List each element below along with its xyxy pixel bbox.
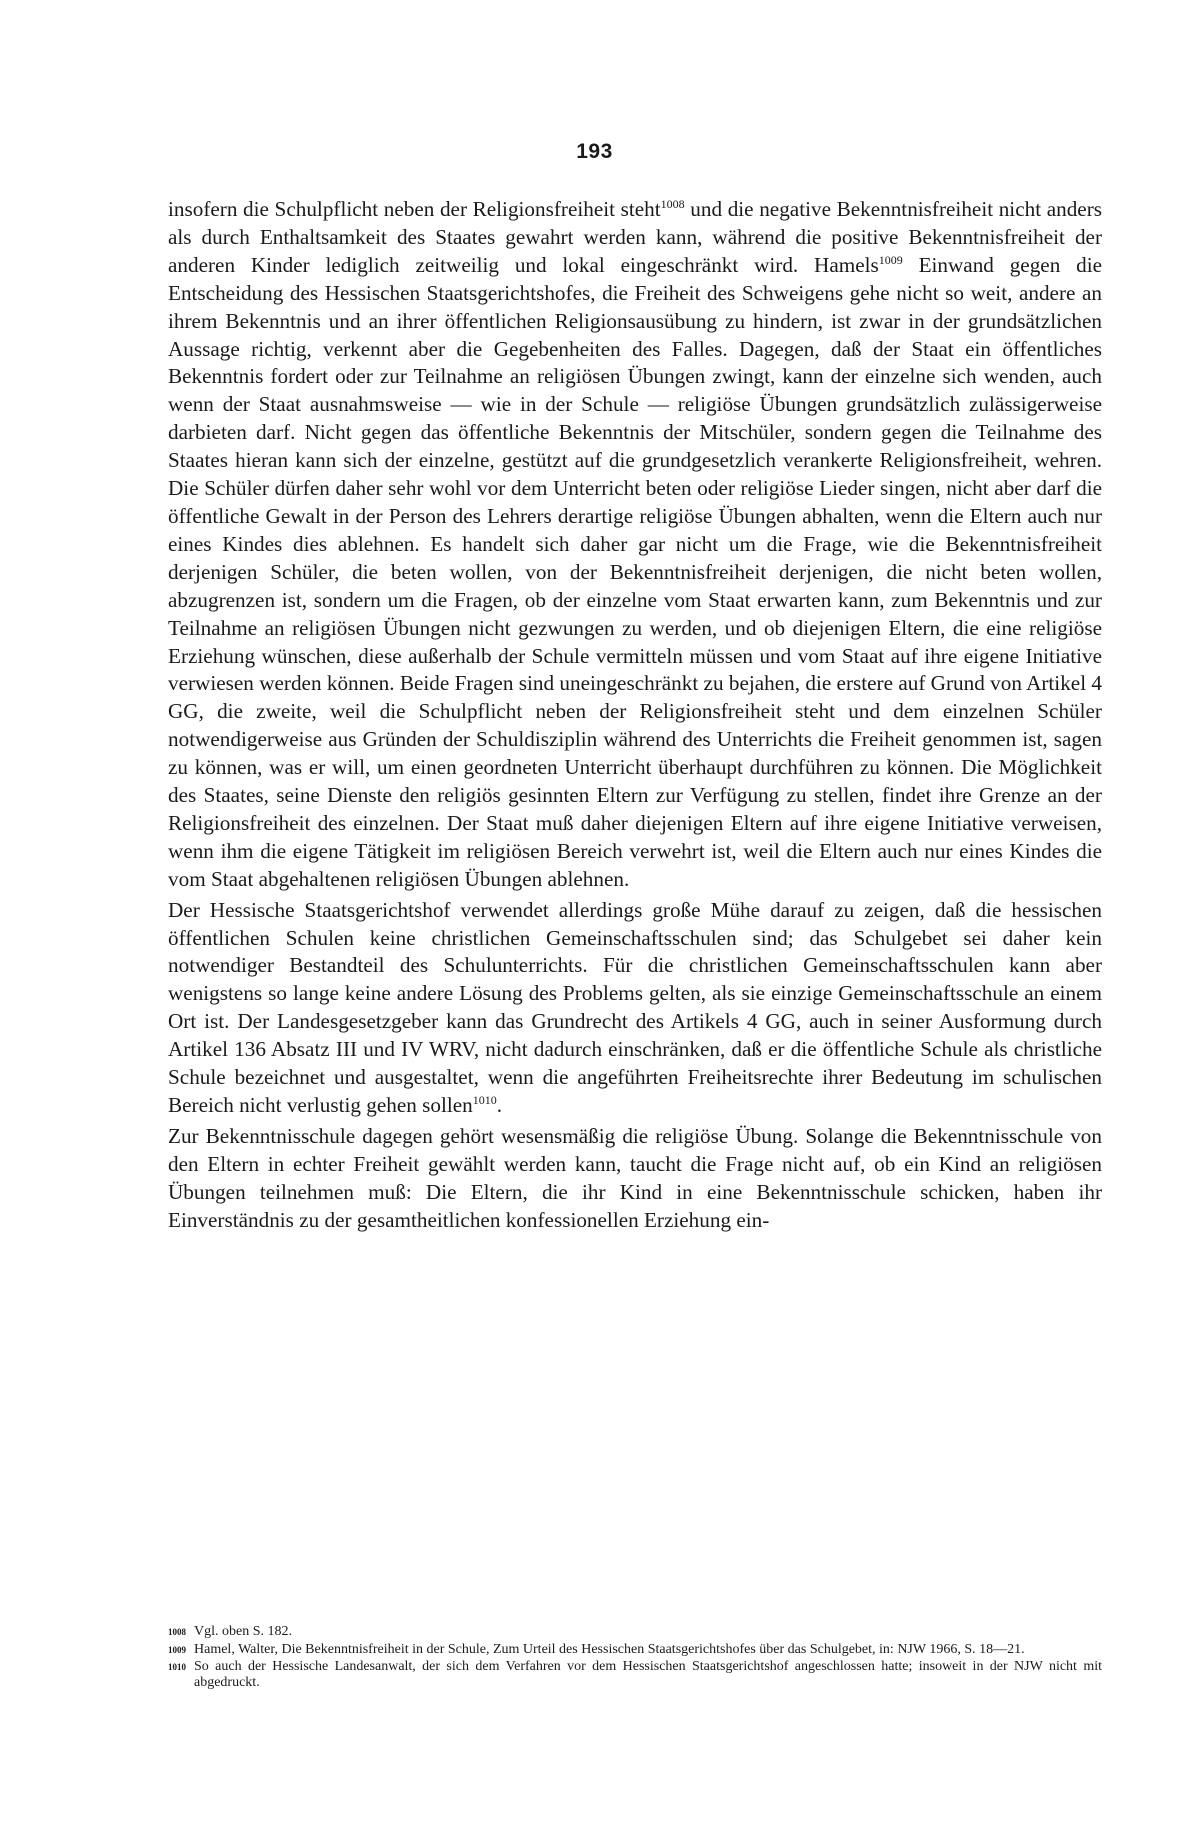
footnote-1008: [168, 1624, 1102, 1641]
body-text: [168, 196, 1102, 1235]
text-run: Einwand gegen die Entscheidung des Hessischen Staatsgerichtshofes, die Freiheit des Schweigens gehe nicht so weit, andere an ihrem Bekenntnis und an ihrer öffentlichen Religionsausübung zu hindern, ist zwar in der grundsätzlichen Aussage richtig, verkennt aber die Gegebenheiten des Falles. Dagegen, daß der Staat ein öffentliches Bekenntnis fordert oder zur Teilnahme an religiösen Übungen zwingt, kann der einzelne sich wenden, auch wenn der Staat ausnahmsweise — wie in der Schule — religiöse Übungen grundsätzlich zulässigerweise darbieten darf. Nicht gegen das öffentliche Bekenntnis der Mitschüler, sondern gegen die Teilnahme des Staates hieran kann sich der einzelne, gestützt auf die grundgesetzlich verankerte Religionsfreiheit, wehren. Die Schüler dürfen daher sehr wohl vor dem Unterricht beten oder religiöse Lieder singen, nicht aber darf die öffentliche Gewalt in der Person des Lehrers derartige religiöse Übungen abhalten, wenn die Eltern auch nur eines Kindes dies ablehnen. Es handelt sich daher gar nicht um die Frage, wie die Bekenntnisfreiheit derjenigen Schüler, die beten wollen, von der Bekenntnisfreiheit derjenigen, die nicht beten wollen, abzugrenzen ist, sondern um die Fragen, ob der einzelne vom Staat erwarten kann, zum Bekenntnis und zur Teilnahme an religiösen Übungen nicht gezwungen zu werden, und ob diejenigen Eltern, die eine religiöse Erziehung wünschen, diese außerhalb der Schule vermitteln müssen und vom Staat auf ihre eigene Initiative verwiesen werden können. Beide Fragen sind uneingeschränkt zu bejahen, die erstere auf Grund von Artikel 4 GG, die zweite, weil die Schulpflicht neben der Religionsfreiheit steht und dem einzelnen Schüler notwendigerweise aus Gründen der Schuldisziplin während des Unterrichts die Freiheit genommen ist, sagen zu können, was er will, um einen geordneten Unterricht überhaupt durchführen zu können. Die Möglichkeit des Staates, seine Dienste den religiös gesinnten Eltern zur Verfügung zu stellen, findet ihre Grenze an der Religionsfreiheit des einzelnen. Der Staat muß daher diejenigen Eltern auf ihre eigene Initiative verweisen, wenn ihm die eigene Tätigkeit im religiösen Bereich verwehrt ist, weil die Eltern auch nur eines Kindes die vom Staat abgehaltenen religiösen Übungen ablehnen.: [168, 252, 1103, 891]
footnote-number: 1009: [168, 1644, 186, 1655]
footnote-1010: [168, 1659, 1102, 1690]
text-run: Zur Bekenntnisschule dagegen gehört wesensmäßig die religiöse Übung. Solange die Bekenntnisschule von den Eltern in echter Freiheit gewählt werden kann, taucht die Frage nicht auf, ob ein Kind an religiösen Übungen teilnehmen muß: Die Eltern, die ihr Kind in eine Bekenntnisschule schicken, haben ihr Einverständnis zu der gesamtheitlichen konfessionellen Erziehung ein-: [168, 1123, 1102, 1232]
footnote-text: Hamel, Walter, Die Bekenntnisfreiheit in der Schule, Zum Urteil des Hessischen Staatsgerichtshofes über das Schulgebet, in: NJW 1966, S. 18—21.: [194, 1641, 1025, 1657]
text-run: insofern die Schulpflicht neben der Religionsfreiheit steht: [168, 197, 661, 221]
footnote-ref-1010: 1010: [472, 1092, 497, 1107]
footnote-text: Vgl. oben S. 182.: [194, 1624, 292, 1639]
footnote-ref-1009: 1009: [878, 252, 903, 267]
paragraph-3: [168, 1123, 1102, 1235]
paragraph-2: [168, 897, 1102, 1120]
footnote-text: So auch der Hessische Landesanwalt, der sich dem Verfahren vor dem Hessischen Staatsgerichtshof angeschlossen hatte; insoweit in der NJW nicht mit abgedruckt.: [194, 1659, 1102, 1690]
paragraph-1: [168, 196, 1102, 894]
footnote-number: 1008: [168, 1627, 186, 1637]
footnote-number: 1010: [168, 1662, 186, 1672]
page-number: 193: [576, 140, 613, 163]
footnotes: [168, 1624, 1102, 1691]
footnote-ref-1008: 1008: [660, 196, 685, 211]
text-run: .: [496, 1093, 503, 1117]
footnote-1009: [168, 1642, 1102, 1659]
text-run: Der Hessische Staatsgerichtshof verwendet allerdings große Mühe darauf zu zeigen, daß die hessischen öffentlichen Schulen keine christlichen Gemeinschaftsschulen sind; das Schulgebet sei daher kein notwendiger Bestandteil des Schulunterrichts. Für die christlichen Gemeinschaftsschulen kann aber wenigstens so lange keine andere Lösung des Problems gelten, als sie einzige Gemeinschaftsschule an einem Ort ist. Der Landesgesetzgeber kann das Grundrecht des Artikels 4 GG, auch in seiner Ausformung durch Artikel 136 Absatz III und IV WRV, nicht dadurch einschränken, daß er die öffentliche Schule als christliche Schule bezeichnet und ausgestaltet, wenn die angeführten Freiheitsrechte ihrer Bedeutung im schulischen Bereich nicht verlustig gehen sollen: [168, 897, 1102, 1117]
text-run: und die negative Bekenntnisfreiheit nicht anders als durch Enthaltsamkeit des Staates gewahrt werden kann, während die positive Bekenntnisfreiheit der anderen Kinder lediglich zeitweilig und lokal eingeschränkt wird. Hamels: [168, 197, 1102, 277]
